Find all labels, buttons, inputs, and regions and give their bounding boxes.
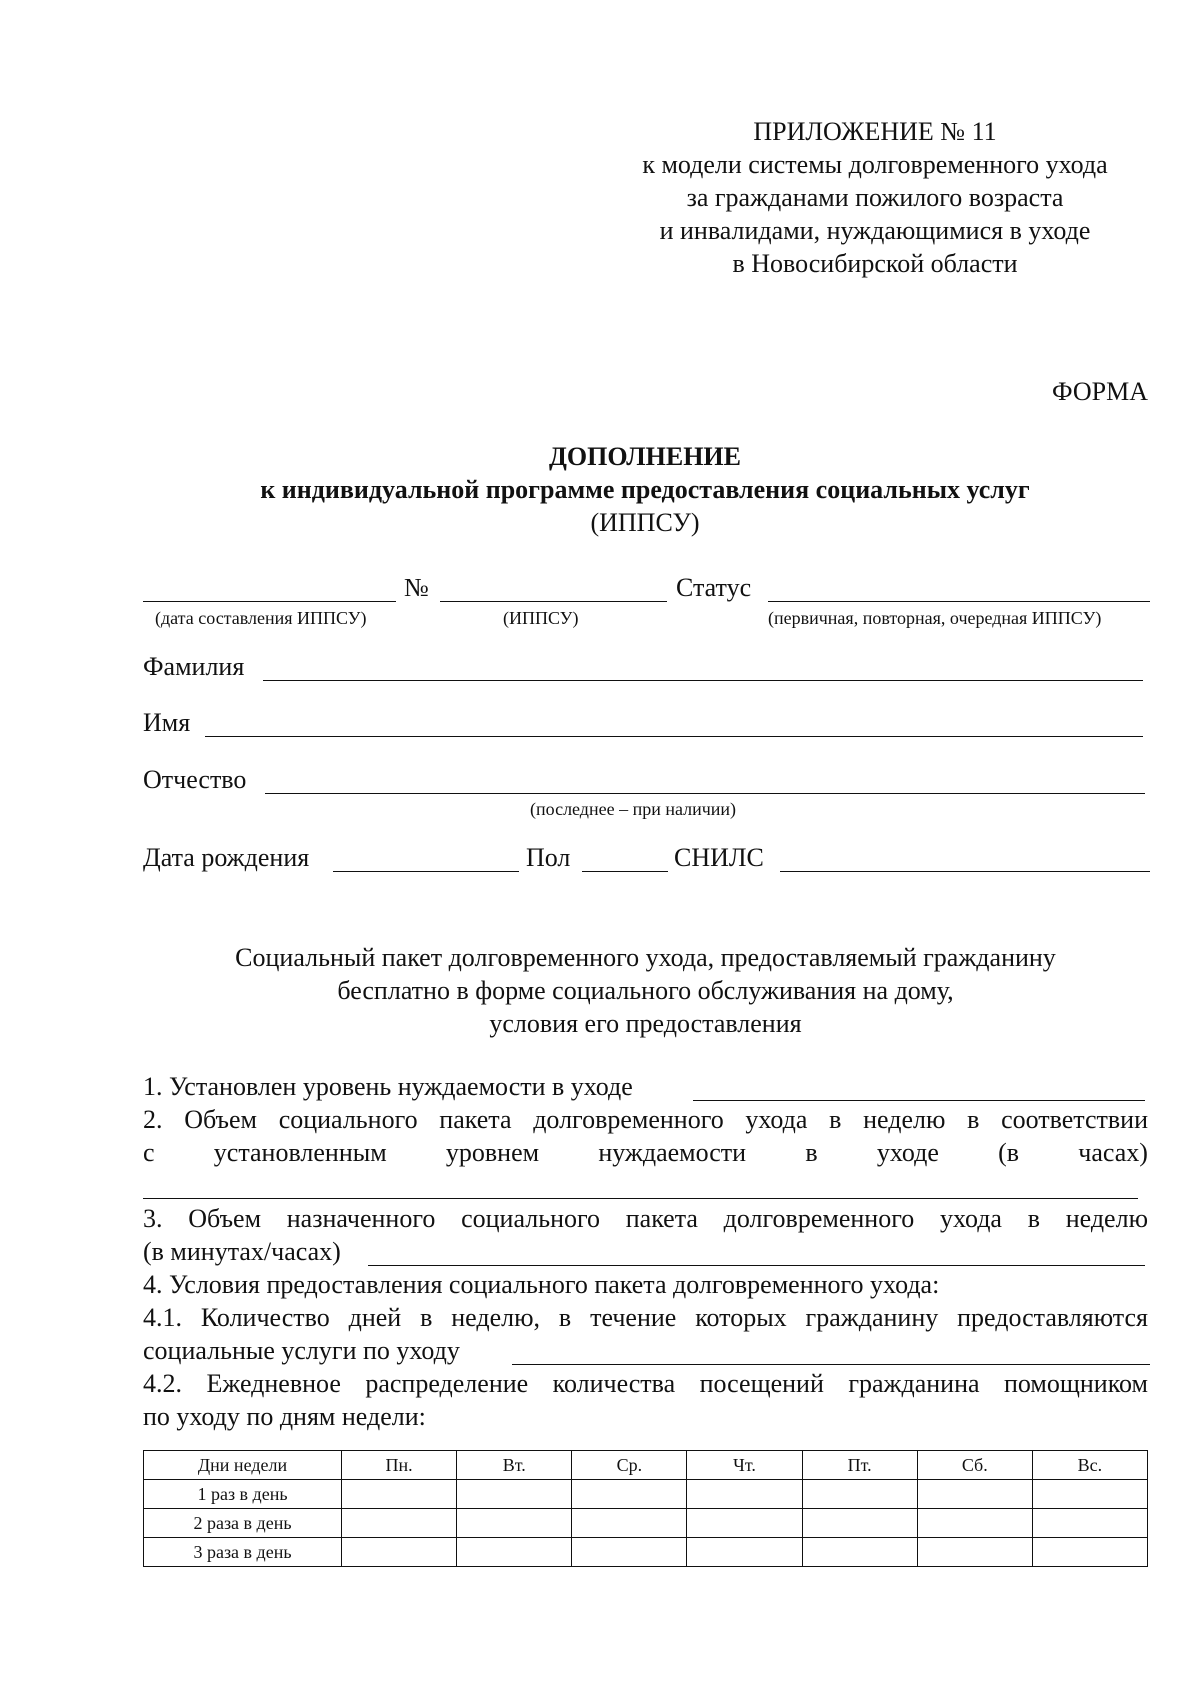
annex-line: за гражданами пожилого возраста <box>686 183 1064 212</box>
item-2-word: с <box>143 1138 155 1167</box>
number-hint: (ИППСУ) <box>503 608 579 628</box>
item-2-word: установленным <box>213 1138 387 1167</box>
table-header-cell: Дни недели <box>144 1451 342 1480</box>
table-header-cell: Сб. <box>917 1451 1032 1480</box>
table-cell[interactable] <box>917 1480 1032 1509</box>
table-cell[interactable] <box>802 1538 917 1567</box>
annex-title: ПРИЛОЖЕНИЕ № 11 <box>753 117 997 146</box>
table-header-cell: Вт. <box>457 1451 572 1480</box>
patronymic-label: Отчество <box>143 765 247 794</box>
date-hint: (дата составления ИППСУ) <box>155 608 367 628</box>
table-header-cell: Вс. <box>1032 1451 1147 1480</box>
package-title-line: бесплатно в форме социального обслуживания на дому, <box>337 976 954 1005</box>
table-header-cell: Ср. <box>572 1451 687 1480</box>
item-2-word: уходе <box>876 1138 939 1167</box>
item-3-line-1: 3. Объем назначенного социального пакета долговременного ухода в неделю <box>143 1204 1148 1233</box>
table-cell[interactable] <box>917 1509 1032 1538</box>
table-header-cell: Чт. <box>687 1451 802 1480</box>
item-4-2-line-1: 4.2. Ежедневное распределение количества посещений гражданина помощником <box>143 1369 1148 1398</box>
ippsu-date-field[interactable] <box>143 601 396 602</box>
table-cell[interactable] <box>342 1509 457 1538</box>
name-field[interactable] <box>205 736 1143 737</box>
table-cell[interactable] <box>1032 1538 1147 1567</box>
number-sign: № <box>404 573 429 602</box>
row-label: 3 раза в день <box>144 1538 342 1567</box>
item-4-1-line-2: социальные услуги по уходу <box>143 1336 460 1365</box>
annex-line: к модели системы долговременного ухода <box>642 150 1108 179</box>
table-cell[interactable] <box>1032 1480 1147 1509</box>
document-subtitle: к индивидуальной программе предоставления социальных услуг <box>260 475 1030 504</box>
ippsu-status-field[interactable] <box>768 601 1150 602</box>
surname-field[interactable] <box>263 680 1143 681</box>
document-abbr: (ИППСУ) <box>590 508 700 537</box>
table-row <box>144 1509 1148 1538</box>
weekly-hours-field[interactable] <box>143 1198 1138 1199</box>
item-2-word: нуждаемости <box>598 1138 747 1167</box>
status-hint: (первичная, повторная, очередная ИППСУ) <box>768 608 1102 628</box>
table-cell[interactable] <box>572 1480 687 1509</box>
surname-label: Фамилия <box>143 652 245 681</box>
table-cell[interactable] <box>572 1538 687 1567</box>
status-label: Статус <box>676 573 752 602</box>
item-4-label: 4. Условия предоставления социального пакета долговременного ухода: <box>143 1270 940 1299</box>
name-label: Имя <box>143 708 191 737</box>
package-title-line: условия его предоставления <box>489 1009 802 1038</box>
item-3-line-2: (в минутах/часах) <box>143 1237 341 1266</box>
row-label: 2 раза в день <box>144 1509 342 1538</box>
table-header-row <box>144 1451 1148 1480</box>
item-2-line-1: 2. Объем социального пакета долговременного ухода в неделю в соответствии <box>143 1105 1148 1134</box>
item-2-word: уровнем <box>445 1138 540 1167</box>
item-2-line-2 <box>143 1137 1148 1169</box>
table-header-cell: Пт. <box>802 1451 917 1480</box>
need-level-field[interactable] <box>693 1100 1145 1101</box>
snils-field[interactable] <box>780 871 1150 872</box>
annex-line: в Новосибирской области <box>732 249 1018 278</box>
assigned-volume-field[interactable] <box>368 1265 1145 1266</box>
table-cell[interactable] <box>687 1509 802 1538</box>
table-header-cell: Пн. <box>342 1451 457 1480</box>
item-2-word: в <box>805 1138 818 1167</box>
table-cell[interactable] <box>802 1480 917 1509</box>
item-1-label: 1. Установлен уровень нуждаемости в уходе <box>143 1072 633 1101</box>
item-4-1-line-1: 4.1. Количество дней в неделю, в течение которых гражданину предоставляются <box>143 1303 1148 1332</box>
sex-field[interactable] <box>582 871 668 872</box>
table-cell[interactable] <box>457 1480 572 1509</box>
table-cell[interactable] <box>687 1480 802 1509</box>
table-cell[interactable] <box>457 1509 572 1538</box>
visits-table <box>143 1450 1148 1567</box>
annex-line: и инвалидами, нуждающимися в уходе <box>659 216 1091 245</box>
table-cell[interactable] <box>1032 1509 1147 1538</box>
patronymic-hint: (последнее – при наличии) <box>530 799 737 819</box>
table-cell[interactable] <box>917 1538 1032 1567</box>
row-label: 1 раз в день <box>144 1480 342 1509</box>
document-title: ДОПОЛНЕНИЕ <box>549 442 741 471</box>
days-per-week-field[interactable] <box>512 1364 1150 1365</box>
sex-label: Пол <box>526 843 571 872</box>
package-title-line: Социальный пакет долговременного ухода, предоставляемый гражданину <box>235 943 1056 972</box>
table-row <box>144 1480 1148 1509</box>
table-cell[interactable] <box>802 1509 917 1538</box>
table-cell[interactable] <box>342 1480 457 1509</box>
patronymic-field[interactable] <box>265 793 1145 794</box>
table-cell[interactable] <box>687 1538 802 1567</box>
item-4-2-line-2: по уходу по дням недели: <box>143 1402 426 1431</box>
birth-date-label: Дата рождения <box>143 843 310 872</box>
table-cell[interactable] <box>342 1538 457 1567</box>
table-cell[interactable] <box>572 1509 687 1538</box>
birth-date-field[interactable] <box>333 871 519 872</box>
item-2-word: (в <box>998 1138 1020 1167</box>
ippsu-number-field[interactable] <box>440 601 667 602</box>
item-2-word: часах) <box>1078 1138 1148 1167</box>
form-label: ФОРМА <box>1052 377 1148 406</box>
table-row <box>144 1538 1148 1567</box>
table-cell[interactable] <box>457 1538 572 1567</box>
snils-label: СНИЛС <box>674 843 764 872</box>
